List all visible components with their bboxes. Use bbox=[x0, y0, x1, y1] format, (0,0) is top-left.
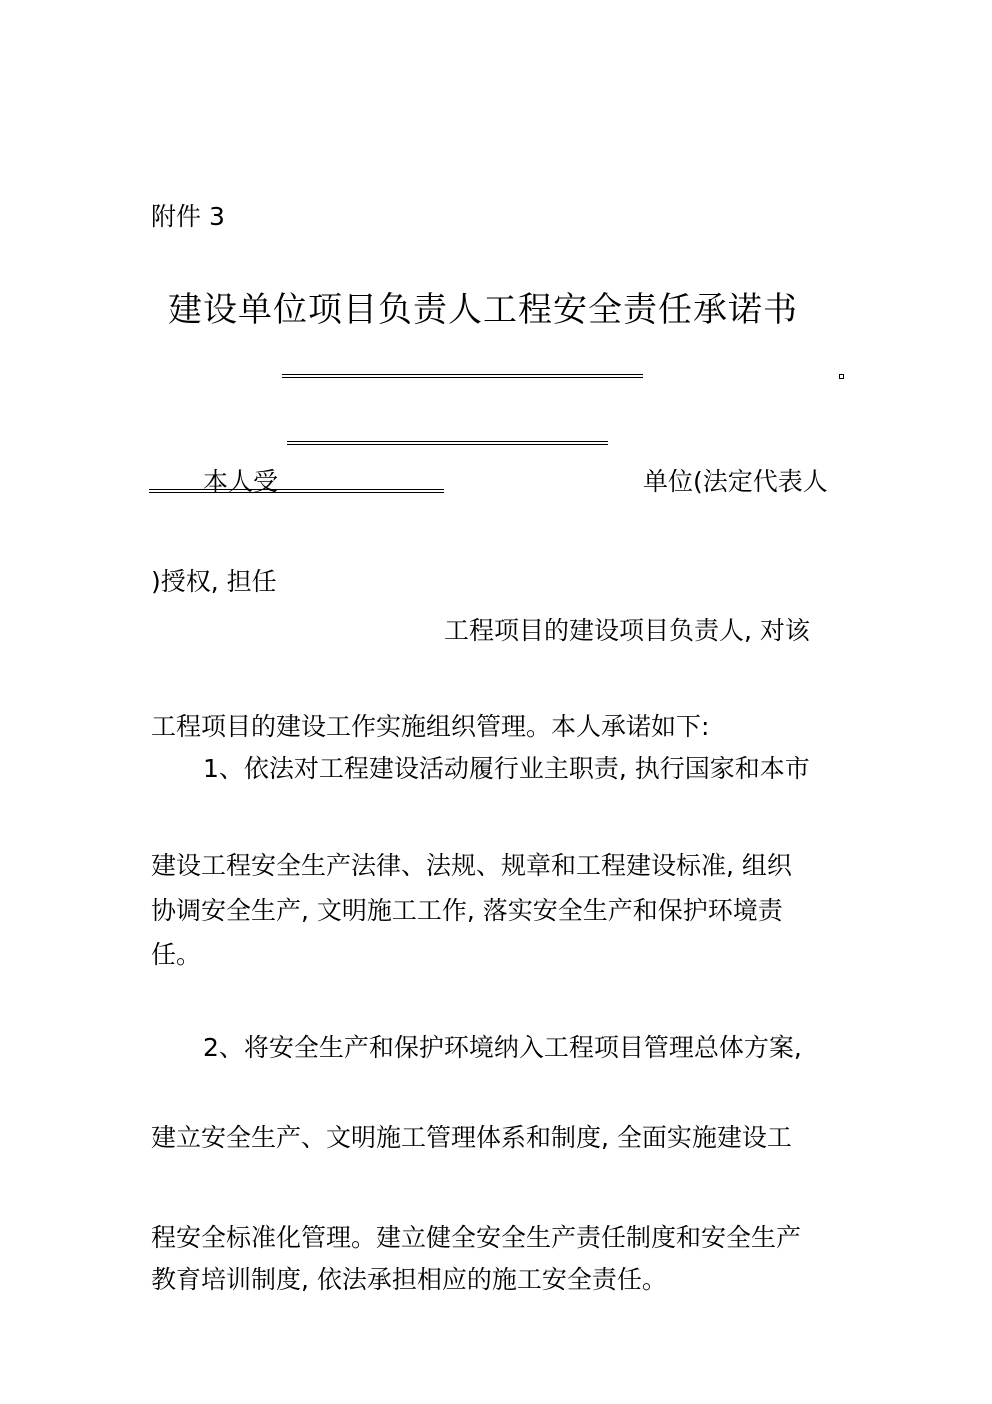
list-item-1-line: 建设工程安全生产法律、法规、规章和工程建设标准, 组织 bbox=[151, 851, 792, 880]
paragraph-text: )授权, 担任 bbox=[151, 567, 277, 596]
marker-dot bbox=[839, 374, 844, 379]
fill-in-blank-line bbox=[287, 441, 608, 445]
list-item-2-line: 建立安全生产、文明施工管理体系和制度, 全面实施建设工 bbox=[151, 1123, 792, 1152]
list-item-1-line: 协调安全生产, 文明施工工作, 落实安全生产和保护环境责 bbox=[151, 896, 783, 925]
list-item-2-line: 教育培训制度, 依法承担相应的施工安全责任。 bbox=[151, 1265, 667, 1294]
paragraph-text: 本人受 bbox=[203, 467, 279, 496]
paragraph-text: 单位(法定代表人 bbox=[643, 467, 828, 496]
list-item-2-line: 程安全标准化管理。建立健全安全生产责任制度和安全生产 bbox=[151, 1223, 802, 1252]
paragraph-text: 工程项目的建设项目负责人, 对该 bbox=[444, 616, 810, 645]
list-item-1-line: 1、依法对工程建设活动履行业主职责, 执行国家和本市 bbox=[203, 754, 810, 783]
paragraph-text: 工程项目的建设工作实施组织管理。本人承诺如下: bbox=[151, 712, 710, 741]
fill-in-blank-line bbox=[282, 374, 643, 378]
attachment-label: 附件 3 bbox=[151, 202, 225, 231]
fill-in-blank-line bbox=[149, 489, 444, 493]
document-title: 建设单位项目负责人工程安全责任承诺书 bbox=[168, 290, 798, 330]
list-item-1-line: 任。 bbox=[151, 940, 202, 969]
list-item-2-line: 2、将安全生产和保护环境纳入工程项目管理总体方案, bbox=[203, 1033, 802, 1062]
